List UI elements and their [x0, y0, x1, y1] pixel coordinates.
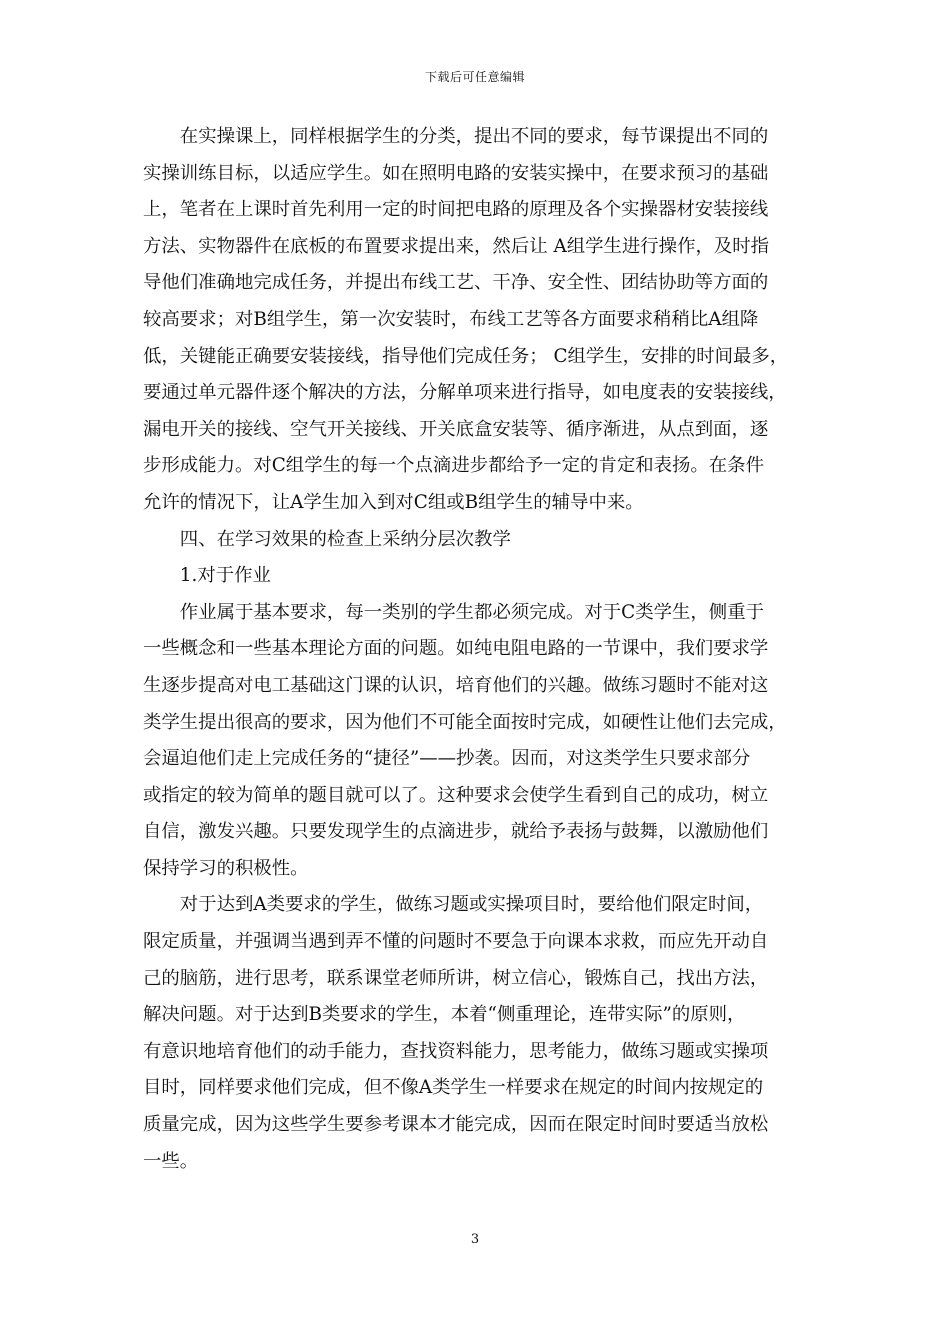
paragraph-a-b-students: 对于达到A类要求的学生，做练习题或实操项目时，要给他们限定时间， 限定质量，并强调当遇到弄不懂的问题时不要急于向课本求救，而应先开动自 己的脑筋，进行思考，联系课堂老师所讲，树立信心，锻炼自己，找出方法， 解决问题。对于达到B类要求的学生，本着“侧重理论，连带实际”的原则， 有意识地培育他们的动手能力，查找资料能力，思考能力，做练习题或实操项 目时，同样要求他们完成，但不像A类学生一样要求在规定的时间内按规定的 质量完成，因为这些学生要参考课本才能完成，因而在限定时间时要适当放松 一些。 — [143, 894, 769, 1172]
document-body — [143, 119, 819, 1180]
page-header: 下载后可任意编辑 — [424, 70, 525, 84]
page-number: 3 — [470, 1232, 480, 1247]
subheading-homework: 1.对于作业 — [179, 565, 271, 587]
section-heading-layered-assessment: 四、在学习效果的检查上采纳分层次教学 — [179, 528, 511, 550]
paragraph-practical-class: 在实操课上，同样根据学生的分类，提出不同的要求，每节课提出不同的 实操训练目标，以适应学生。如在照明电路的安装实操中，在要求预习的基础 上，笔者在上课时首先利用一定的时间把电路的原理及各个实操器材安装接线 方法、实物器件在底板的布置要求提出来，然后让 A组学生进行操作，及时指 导他们准确地完成任务，并提出布线工艺、干净、安全性、团结协助等方面的 较高要求；对B组学生，第一次安装时，布线工艺等各方面要求稍稍比A组降 低，关键能正确要安装接线，指导他们完成任务； C组学生，安排的时间最多， 要通过单元器件逐个解决的方法，分解单项来进行指导，如电度表的安装接线， 漏电开关的接线、空气开关接线、开关底盒安装等、循序渐进，从点到面，逐 步形成能力。对C组学生的每一个点滴进步都给予一定的肯定和表扬。在条件 允许的情况下，让A学生加入到对C组或B组学生的辅导中来。 — [143, 126, 789, 513]
paragraph-homework-c-students: 作业属于基本要求，每一类别的学生都必须完成。对于C类学生，侧重于 一些概念和一些基本理论方面的问题。如纯电阻电路的一节课中，我们要求学 生逐步提高对电工基础这门课的认识，培育他们的兴趣。做练习题时不能对这 类学生提出很高的要求，因为他们不可能全面按时完成，如硬性让他们去完成， 会逼迫他们走上完成任务的“捷径”——抄袭。因而，对这类学生只要求部分 或指定的较为简单的题目就可以了。这种要求会使学生看到自己的成功，树立 自信，激发兴趣。只要发现学生的点滴进步，就给予表扬与鼓舞，以激励他们 保持学习的积极性。 — [143, 601, 787, 879]
